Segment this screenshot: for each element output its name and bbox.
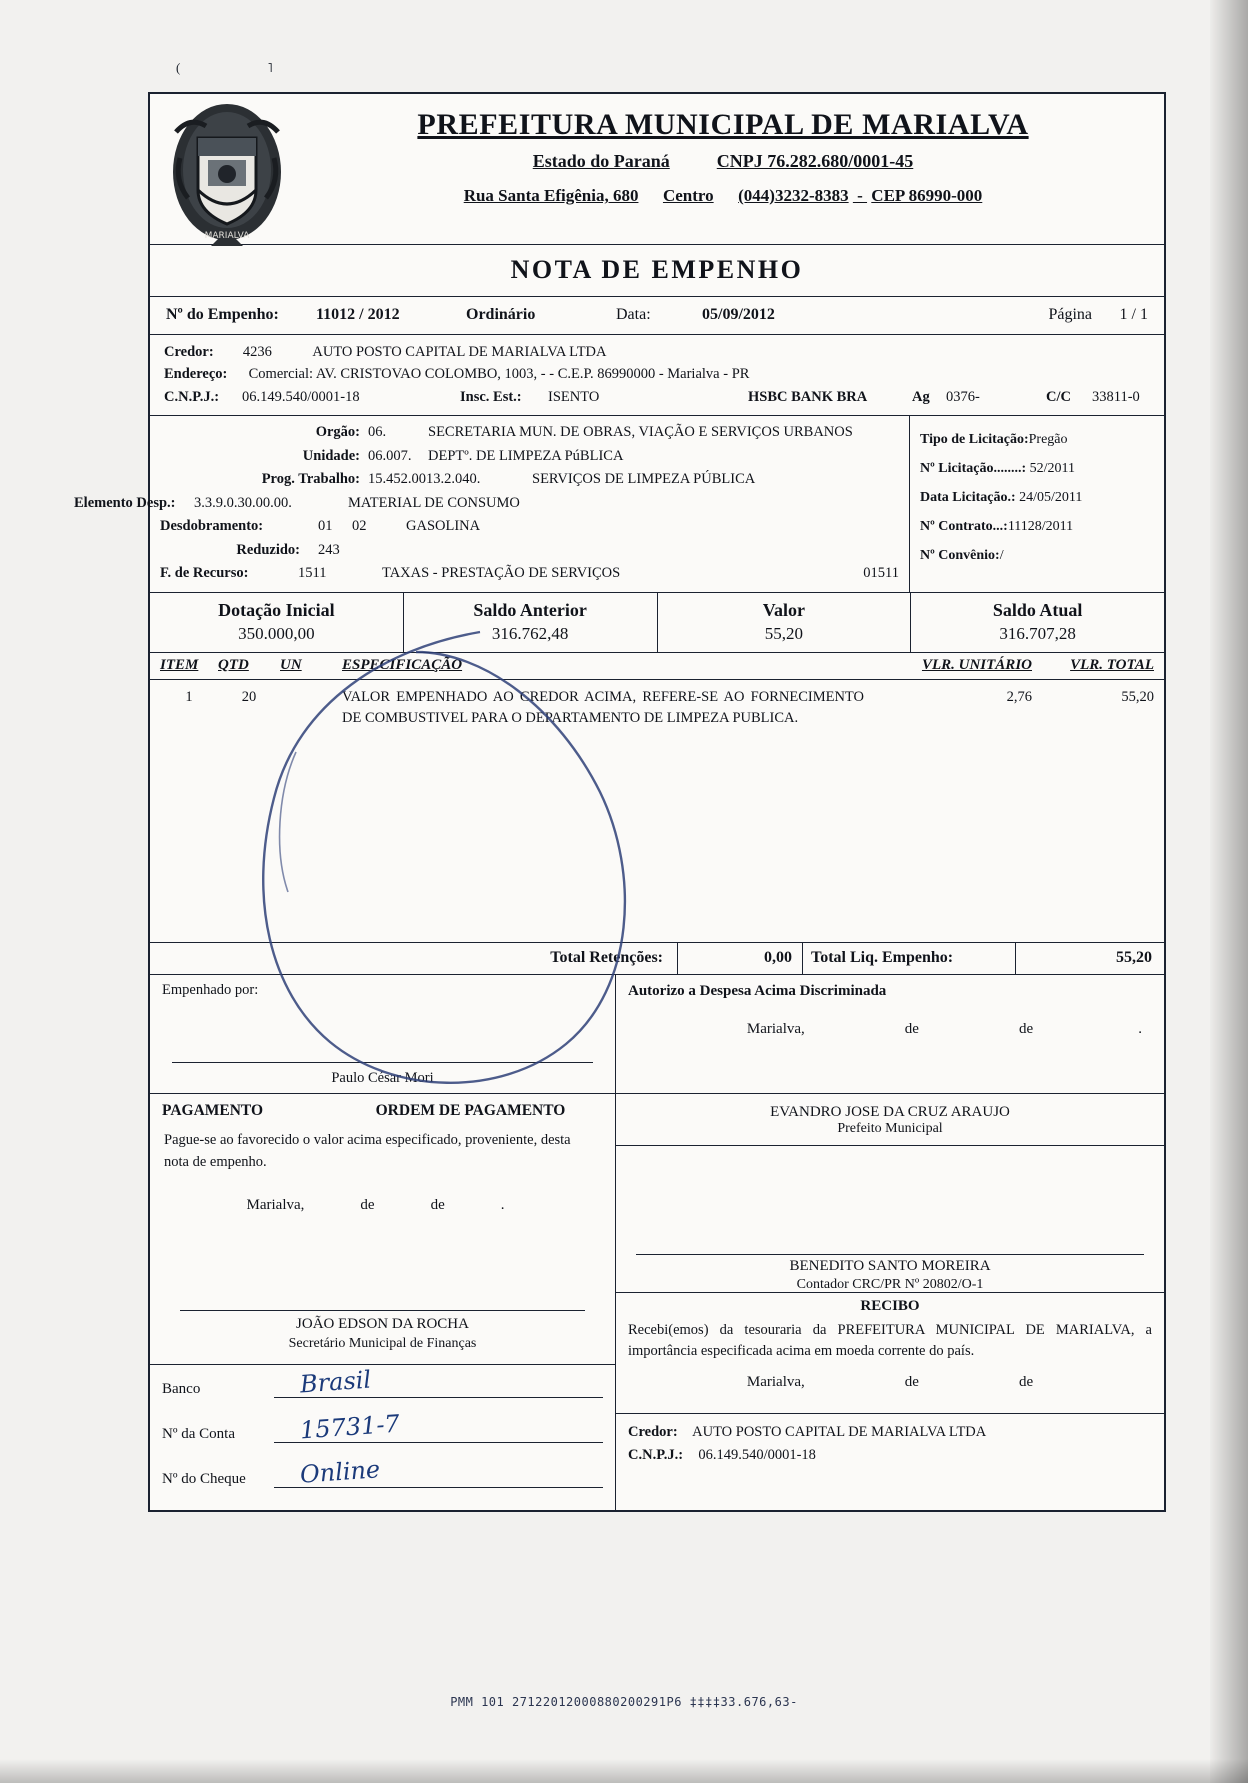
orgao-descricao: SECRETARIA MUN. DE OBRAS, VIAÇÃO E SERVIÇOS URBANOS <box>428 424 853 441</box>
banco-handwritten-value: Brasil <box>299 1365 372 1399</box>
pagamento-dot: . <box>500 1197 505 1214</box>
num-licitacao-label: Nº Licitação........: <box>920 461 1027 477</box>
credor-nome: AUTO POSTO CAPITAL DE MARIALVA LTDA <box>312 344 607 360</box>
desdobramento-row <box>160 515 899 538</box>
num-contrato-row <box>920 513 1156 542</box>
saldo-atual <box>910 593 1164 652</box>
cell-valor-unitario: 2,76 <box>1006 688 1032 705</box>
pagamento-cidade: Marialva, <box>246 1197 305 1214</box>
header-subtitle <box>300 151 1146 172</box>
pagamento-text: Pague-se ao favorecido o valor acima especificado, proveniente, desta nota de empenho. <box>164 1131 571 1170</box>
empenho-summary-row <box>150 297 1164 335</box>
conta-valor: 33811-0 <box>1092 388 1140 405</box>
svg-text:MARIALVA: MARIALVA <box>204 231 250 241</box>
nota-de-empenho-document <box>74 92 1166 1512</box>
coat-of-arms-icon <box>168 98 286 248</box>
endereco-label: Endereço: <box>164 366 228 383</box>
tipo-licitacao-label: Tipo de Licitação: <box>920 432 1029 448</box>
prefeito-block <box>616 1093 1164 1145</box>
autorizo-de-1: de <box>904 1020 919 1037</box>
empenhado-por-label: Empenhado por: <box>162 981 259 998</box>
prefeito-nome: EVANDRO JOSE DA CRUZ ARAUJO <box>770 1103 1010 1120</box>
coat-of-arms <box>150 94 300 244</box>
desdobramento-2: 02 <box>352 518 367 535</box>
unidade-label: Unidade: <box>302 447 360 464</box>
secretario-cargo: Secretário Municipal de Finanças <box>288 1336 477 1352</box>
empenhado-por-nome: Paulo César Mori <box>331 1069 434 1086</box>
total-retencoes-label: Total Retenções: <box>150 943 678 974</box>
cell-un <box>280 687 342 729</box>
prog-trabalho-label: Prog. Trabalho: <box>261 471 360 488</box>
prog-trabalho-descricao: SERVIÇOS DE LIMPEZA PÚBLICA <box>532 471 756 488</box>
empenho-tipo: Ordinário <box>466 306 536 323</box>
pagamento-de-1: de <box>360 1197 375 1214</box>
elemento-desp-row <box>74 492 899 515</box>
recibo-text: Recebi(emos) da tesouraria da PREFEITURA MUNICIPAL DE MARIALVA, a importância especificada acima em moeda corrente do país. <box>628 1321 1152 1359</box>
unidade-row <box>160 445 899 468</box>
saldo-valor <box>657 593 911 652</box>
recibo-cnpj-row <box>628 1444 1152 1467</box>
total-liquido-label: Total Liq. Empenho: <box>803 943 1016 974</box>
col-item: ITEM <box>160 656 199 673</box>
saldo-value: 316.707,28 <box>999 623 1076 643</box>
conta-label: C/C <box>1046 388 1071 405</box>
recurso-row <box>160 562 899 585</box>
signatures-section <box>150 975 1164 1511</box>
elemento-desp-codigo: 3.3.9.0.30.00.00. <box>194 494 292 511</box>
right-column <box>616 975 1164 1511</box>
autorizo-block <box>616 975 1164 1093</box>
conta-label: Nº da Conta <box>162 1426 235 1443</box>
saldo-label: Valor <box>762 599 806 620</box>
page-title: PREFEITURA MUNICIPAL DE MARIALVA <box>417 108 1029 141</box>
empenho-number-value: 11012 / 2012 <box>316 306 400 323</box>
recibo-credor-row <box>628 1421 1152 1444</box>
left-column <box>150 975 616 1511</box>
cheque-row <box>162 1455 603 1490</box>
prog-trabalho-row <box>160 468 899 491</box>
endereco-valor: Comercial: AV. CRISTOVAO COLOMBO, 1003, - - C.E.P. 86990000 - Marialva - PR <box>248 366 750 383</box>
secretario-financas-block <box>150 1214 615 1364</box>
orgao-row <box>160 421 899 444</box>
saldo-label: Saldo Atual <box>992 599 1083 620</box>
data-licitacao-valor: 24/05/2011 <box>1019 490 1083 506</box>
signature-line <box>636 1254 1144 1255</box>
table-row <box>150 680 1164 729</box>
cheque-handwritten-value: Online <box>299 1455 382 1490</box>
col-valor-total: VLR. TOTAL <box>1070 656 1154 673</box>
credor-label: Credor: <box>164 344 214 360</box>
recibo-credor-nome: AUTO POSTO CAPITAL DE MARIALVA LTDA <box>692 1423 987 1440</box>
elemento-desp-label: Elemento Desp.: <box>74 494 176 511</box>
recibo-cnpj-label: C.N.P.J.: <box>628 1447 684 1464</box>
num-convenio-row <box>920 542 1156 571</box>
cell-especificacao: VALOR EMPENHADO AO CREDOR ACIMA, REFERE-SE AO FORNECIMENTO DE COMBUSTIVEL PARA O DEPARTAMENTO DE LIMPEZA PUBLICA. <box>342 688 864 726</box>
recibo-title: RECIBO <box>616 1292 1164 1318</box>
pagamento-de-2: de <box>430 1197 445 1214</box>
pagamento-title: PAGAMENTO <box>162 1101 264 1119</box>
conta-handwritten-value: 15731-7 <box>299 1409 401 1445</box>
autorizo-title: Autorizo a Despesa Acima Discriminada <box>628 982 887 999</box>
orgao-label: Orgão: <box>315 424 360 441</box>
elemento-desp-descricao: MATERIAL DE CONSUMO <box>348 494 520 511</box>
saldo-label: Dotação Inicial <box>218 599 335 620</box>
autorizo-local-data <box>616 1021 1164 1038</box>
autorizo-de-2: de <box>1018 1020 1034 1037</box>
credor-block <box>150 335 1164 416</box>
reduzido-valor: 243 <box>318 541 340 558</box>
footer-barcode-text: PMM 101 27122012000880200291P6 ‡‡‡‡33.676,63- <box>450 1695 798 1709</box>
secretario-nome: JOÃO EDSON DA ROCHA <box>296 1316 469 1333</box>
recurso-label: F. de Recurso: <box>160 565 249 582</box>
cell-valor-total: 55,20 <box>1121 688 1154 705</box>
desdobramento-descricao: GASOLINA <box>406 518 481 535</box>
col-valor-unitario: VLR. UNITÁRIO <box>921 656 1032 673</box>
cnpj-label: C.N.P.J.: <box>164 388 220 405</box>
tipo-licitacao-valor: Pregão <box>1028 432 1068 448</box>
orgao-codigo: 06. <box>368 424 387 441</box>
contador-block <box>616 1145 1164 1292</box>
prog-trabalho-codigo: 15.452.0013.2.040. <box>368 471 481 488</box>
recibo-de-2: de <box>1018 1373 1034 1390</box>
signature-line <box>180 1310 585 1311</box>
empenho-number-label: Nº do Empenho: <box>166 306 279 323</box>
contador-cargo: Contador CRC/PR Nº 20802/O-1 <box>796 1276 984 1292</box>
header-address: Rua Santa Efigênia, 680 <box>463 186 639 205</box>
document-type-title: NOTA DE EMPENHO <box>150 245 1164 297</box>
banco-fields <box>150 1364 615 1510</box>
conta-row <box>162 1409 603 1445</box>
credor-codigo: 4236 <box>242 344 272 360</box>
insc-est-valor: ISENTO <box>548 388 600 405</box>
scan-shadow-right <box>1210 0 1248 1783</box>
recurso-numero: 01511 <box>863 565 899 582</box>
autorizo-dot: . <box>1138 1020 1142 1037</box>
header-address-line: Rua Santa Efigênia, 680 Centro (044)3232-8383 - CEP 86990-000 <box>463 186 983 205</box>
empenho-date-label: Data: <box>616 306 651 323</box>
conta-input[interactable] <box>274 1409 603 1445</box>
saldo-dotacao-inicial <box>150 593 403 652</box>
data-licitacao-label: Data Licitação.: <box>920 490 1016 506</box>
document-header <box>150 94 1164 245</box>
pagamento-header <box>150 1093 615 1126</box>
num-convenio-label: Nº Convênio: <box>920 548 1000 564</box>
col-un: UN <box>280 656 302 673</box>
reduzido-label: Reduzido: <box>236 541 300 558</box>
saldo-label: Saldo Anterior <box>473 599 587 620</box>
total-liquido-valor: 55,20 <box>1116 948 1152 966</box>
agencia-label: Ag <box>912 388 930 405</box>
saldo-value: 55,20 <box>764 623 803 643</box>
col-qtd: QTD <box>218 656 249 673</box>
totais-row <box>150 943 1164 975</box>
total-retencoes-valor: 0,00 <box>678 943 803 974</box>
num-contrato-valor: 11128/2011 <box>1007 519 1074 535</box>
cell-qtd: 20 <box>241 688 257 705</box>
desdobramento-1: 01 <box>318 518 333 535</box>
page-value: 1 / 1 <box>1119 306 1148 323</box>
cnpj-row <box>164 386 1150 408</box>
unidade-codigo: 06.007. <box>368 447 412 464</box>
header-cnpj: CNPJ 76.282.680/0001-45 <box>716 151 914 171</box>
scan-marks: ( ˥ <box>176 60 315 75</box>
signature-line <box>172 1062 593 1063</box>
recibo-de-1: de <box>904 1373 919 1390</box>
ordem-pagamento-title: ORDEM DE PAGAMENTO <box>375 1101 566 1119</box>
header-text-block <box>300 94 1164 244</box>
header-phone: (044)3232-8383 <box>738 186 849 205</box>
data-licitacao-row <box>920 484 1156 513</box>
page-label: Página <box>1048 306 1092 323</box>
contador-nome: BENEDITO SANTO MOREIRA <box>789 1257 991 1274</box>
empenho-date-value: 05/09/2012 <box>702 306 775 323</box>
num-licitacao-row <box>920 455 1156 484</box>
orgao-details <box>74 416 910 591</box>
cheque-input[interactable] <box>274 1455 603 1490</box>
cnpj-valor: 06.149.540/0001-18 <box>242 388 360 405</box>
cheque-label: Nº do Cheque <box>162 1471 246 1488</box>
items-table-header <box>150 653 1164 680</box>
endereco-row <box>164 363 1150 385</box>
saldo-anterior <box>403 593 657 652</box>
recibo-cnpj-valor: 06.149.540/0001-18 <box>698 1447 816 1464</box>
banco-input[interactable] <box>274 1365 603 1399</box>
orgao-licitacao-block <box>74 416 1164 592</box>
insc-est-label: Insc. Est.: <box>460 388 522 405</box>
num-licitacao-valor: 52/2011 <box>1029 461 1075 477</box>
col-especificacao: ESPECIFICAÇÃO <box>342 656 463 673</box>
recurso-codigo: 1511 <box>298 565 327 582</box>
recurso-descricao: TAXAS - PRESTAÇÃO DE SERVIÇOS <box>382 565 621 582</box>
autorizo-cidade: Marialva, <box>746 1020 805 1037</box>
num-convenio-valor: / <box>999 548 1004 564</box>
prefeito-cargo: Prefeito Municipal <box>837 1120 943 1136</box>
header-cep: CEP 86990-000 <box>871 186 983 205</box>
saldo-value: 350.000,00 <box>238 623 315 643</box>
unidade-descricao: DEPTº. DE LIMPEZA PúBLICA <box>428 447 624 464</box>
pagamento-local-data <box>150 1173 615 1214</box>
num-contrato-label: Nº Contrato...: <box>920 519 1008 535</box>
recibo-cidade: Marialva, <box>746 1373 805 1390</box>
tipo-licitacao-row <box>920 426 1156 455</box>
reduzido-row <box>160 539 899 562</box>
scan-shadow-bottom <box>0 1759 1248 1783</box>
banco-nome: HSBC BANK BRA <box>748 388 868 405</box>
header-district: Centro <box>662 186 714 205</box>
empenhado-por-block <box>150 975 615 1093</box>
recibo-credor-block <box>616 1413 1164 1477</box>
licitacao-details <box>910 416 1164 591</box>
recibo-credor-label: Credor: <box>628 1423 678 1440</box>
banco-label: Banco <box>162 1381 201 1398</box>
recibo-local-data <box>616 1362 1164 1413</box>
desdobramento-label: Desdobramento: <box>160 518 264 535</box>
header-state: Estado do Paraná <box>532 151 670 171</box>
agencia-valor: 0376- <box>946 388 980 405</box>
saldos-row <box>150 593 1164 653</box>
banco-row <box>162 1365 603 1399</box>
credor-row <box>164 341 1150 363</box>
items-table-body <box>150 680 1164 943</box>
saldo-value: 316.762,48 <box>491 623 569 643</box>
cell-item: 1 <box>185 688 193 705</box>
